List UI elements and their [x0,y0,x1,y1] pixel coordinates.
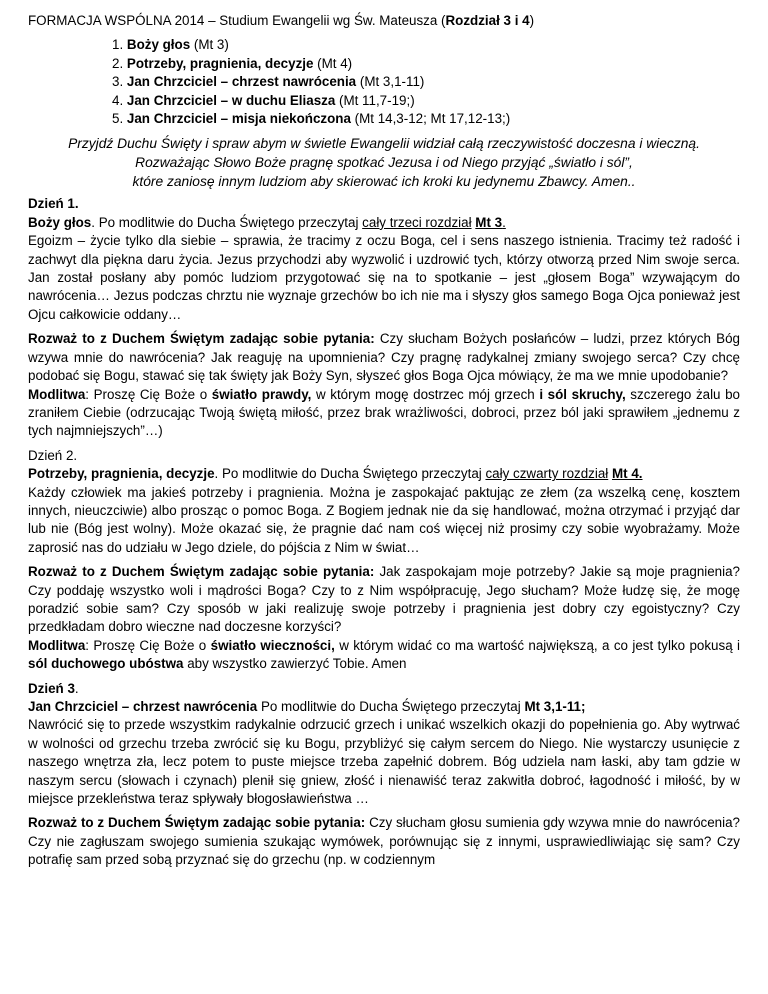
day-2-heading: Dzień 2. [28,447,78,463]
day-2-section [28,447,740,674]
prayer-line-1: Przyjdź Duchu Święty i spraw abym w świetle Ewangelii widział całą rzeczywistość doczesna i wieczną. [68,136,700,152]
prayer-line-3: które zaniosę innym ludziom aby skierować ich kroki ku jedynemu Zbawcy. Amen.. [132,174,636,190]
day-1-heading: Dzień 1. [28,196,79,212]
day-3-intro: Jan Chrzciciel – chrzest nawrócenia Po modlitwie do Ducha Świętego przeczytaj Mt 3,1-11; Nawrócić się to przede wszystkim radykalnie odrzucić grzech i unikać wszelkich okazji do popełnienia go. Aby wytrwać w wolności od grzechu trzeba zwrócić się ku Bogu, przybliżyć się całym sercem do Niego. Nie wystarczy usunięcie z naszego wnętrza zła, lecz potem to puste miejsce trzeba zapełnić dobrem. Bóg udziela nam łaski, aby tam gdzie w naszym sercu (słowach i czynach) plenił się gniew, złość i nienawiść teraz zakwitła dobroć, łagodność i miłość, by w miejsce przekleństwa teraz spływały błogosławieństwa … [28,699,740,807]
title-prefix: FORMACJA WSPÓLNA 2014 – Studium Ewangelii wg Św. Mateusza ( [28,13,446,28]
day-3-section [28,680,740,870]
day-2-reflection: Rozważ to z Duchem Świętym zadając sobie pytania: Jak zaspokajam moje potrzeby? Jakie są moje pragnienia? Czy poddaję wszystko woli i mądrości Boga? Czy to z Nim współpracuję, Jego słucham? Może łudzę się, że mogę poradzić sobie sam? Czy sposób w jaki realizuję swoje potrzeby i pragnienia jest dobry czy egoistyczny? Czy przedkładam dobro wieczne nad doczesne korzyści? Modlitwa: Proszę Cię Boże o światło wieczności, w którym widać co ma wartość największą, a co jest tylko pokusą i sól duchowego ubóstwa aby wszystko zawierzyć Tobie. Amen [28,564,741,672]
document-title [28,12,740,30]
topic-item-3: 3. Jan Chrzciciel – chrzest nawrócenia (Mt 3,1-11) [112,74,425,90]
day-1-intro: Boży głos. Po modlitwie do Ducha Świętego przeczytaj cały trzeci rozdział Mt 3. Egoizm – życie tylko dla siebie – sprawia, że tracimy z oczu Boga, cel i sens naszego istnienia. Tracimy też radość i zachwyt dla piękna daru życia. Jezus przychodzi aby wyzwolić i uzdrowić tych, którzy otworzą przed Nim swoje serca. Jan został posłany aby pomóc ludziom przygotować się na to spotkanie – jest „głosem Boga” wzywającym do nawrócenia… Jezus podczas chrztu nie wyznaje grzechów bo ich nie ma i słyszy głos samego Boga Ojca ponieważ jest Ojcu całkowicie oddany… [28,214,740,322]
day-2-intro: Potrzeby, pragnienia, decyzje. Po modlitwie do Ducha Świętego przeczytaj cały czwarty rozdział Mt 4. Każdy człowiek ma jakieś potrzeby i pragnienia. Można je zaspokajać paktując ze złem (za wszelką cenę, kosztem innych, nieuczciwie) albo prosząc o pomoc Boga. Z Bogiem jednak nie da się handlować, można otrzymać i przyjąć dar lub nie (Bóg jest wolny). Może okazać się, że pragnie dać nam coś więcej niż prosimy czy sobie wyobrażamy. Może zaprosić nas do udziału w Jego dziele, do pójścia z Nim w świat… [28,466,740,555]
day-1-reflection: Rozważ to z Duchem Świętym zadając sobie pytania: Czy słucham Bożych posłańców – ludzi, przez których Bóg wzywa mnie do nawrócenia? Jak reaguję na upomnienia? Czy pragnę radykalnej zmiany swojego serca? Czy chcę podobać się Bogu, stawać się tak święty jak Boży Syn, słyszeć głos Boga Ojca mówiący, że ma we mnie upodobanie? Modlitwa: Proszę Cię Boże o światło prawdy, w którym mogę dostrzec mój grzech i sól skruchy, szczerego żalu bo zraniłem Ciebie (odrzucając Twoją świętą miłość, przez brak wrażliwości, dobroci, przez ból jaki sprawiłem „jednemu z tych najmniejszych”…) [28,331,741,439]
title-bold: Rozdział 3 i 4 [445,13,530,28]
day-3-heading: Dzień 3. [28,680,79,696]
topic-item-5: 5. Jan Chrzciciel – misja niekończona (Mt 14,3-12; Mt 17,12-13;) [112,111,511,127]
topic-item-2: 2. Potrzeby, pragnienia, decyzje (Mt 4) [112,55,353,71]
prayer-line-2: Rozważając Słowo Boże pragnę spotkać Jezusa i od Niego przyjąć „światło i sól”, [135,155,633,171]
topic-list [28,36,740,128]
day-3-reflection: Rozważ to z Duchem Świętym zadając sobie pytania: Czy słucham głosu sumienia gdy wzywa mnie do nawrócenia? Czy nie zagłuszam swojego sumienia szukając wymówek, porównując się z innymi, usprawiedliwiając się sam? Czy potrafię sam przed sobą przyznać się do grzechu (np. w codziennym [28,815,741,868]
topic-item-4: 4. Jan Chrzciciel – w duchu Eliasza (Mt 11,7-19;) [112,92,415,108]
title-suffix: ) [529,13,535,28]
day-1-section [28,195,740,440]
topic-item-1: 1. Boży głos (Mt 3) [112,37,229,53]
opening-prayer [28,134,740,191]
